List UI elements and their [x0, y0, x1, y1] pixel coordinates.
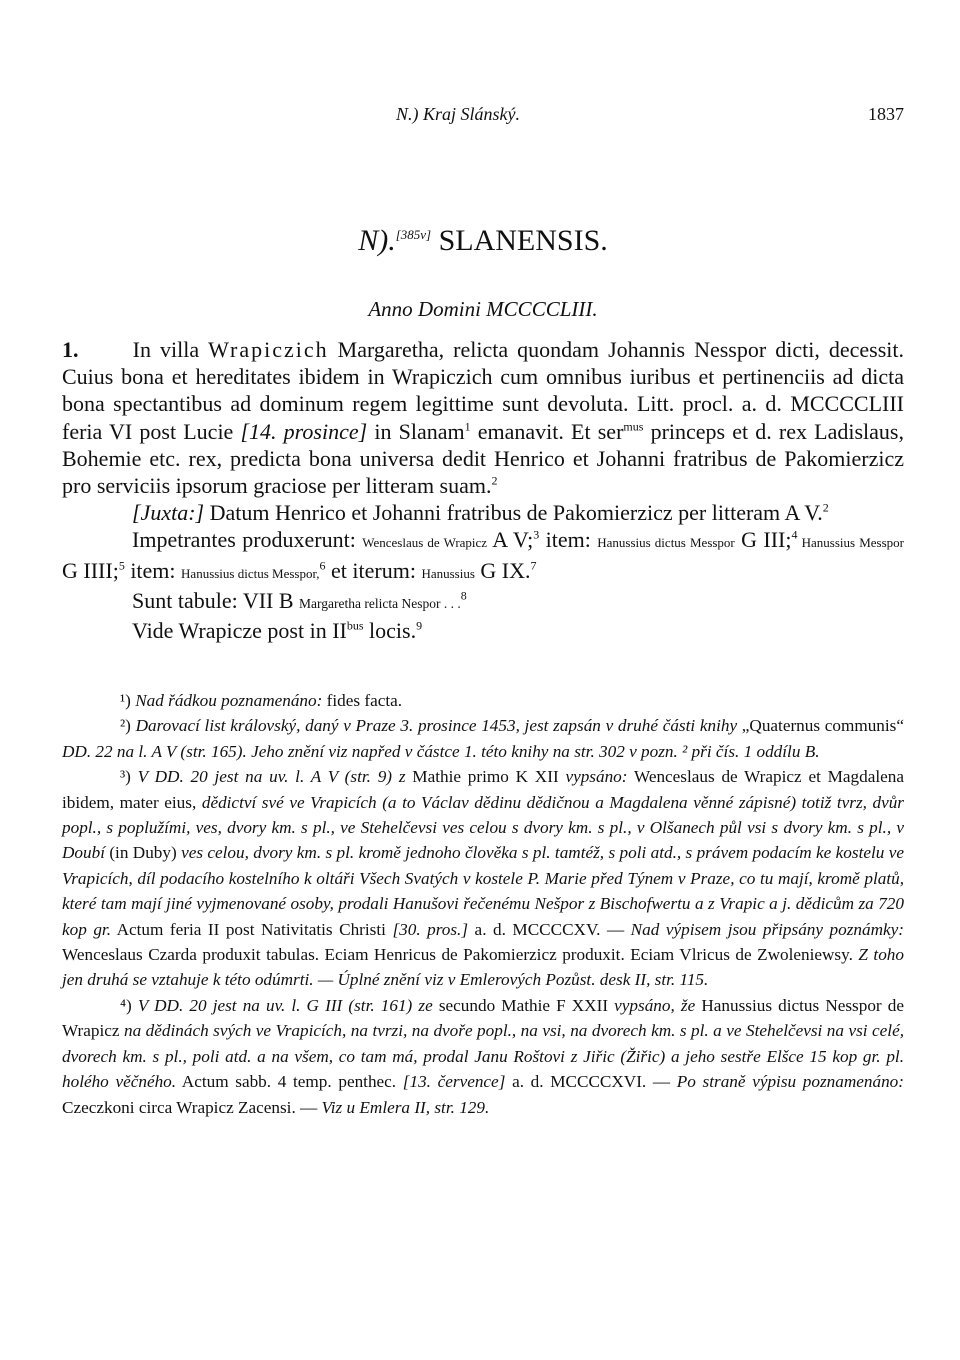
- entry-number: 1.: [62, 337, 79, 362]
- date-gloss: [14. prosince]: [240, 418, 368, 444]
- footnotes: [62, 688, 904, 1120]
- footnote-4: ⁴) V DD. 20 jest na uv. l. G III (str. 161) ze secundo Mathie F XXII vypsáno, že Hanussius dictus Nesspor de Wrapicz na dědinách svých ve Vrapicích, na tvrzi, na dvoře popl., na vsi, na dvorech km. s pl. a ve Stehelčevsi na vsi celé, dvorech km. s pl., poli atd. a na všem, co tam má, prodal Janu Roštovi z Jiřic (Žiřic) a jeho sestře Elšce 15 kop gr. pl. holého věčného. Actum sabb. 4 temp. penthec. [13. července] a. d. MCCCCXVI. — Po straně výpisu poznamenáno: Czeczkoni circa Wrapicz Zacensi. — Viz u Emlera II, str. 129.: [62, 995, 904, 1117]
- footnote-3: ³) V DD. 20 jest na uv. l. A V (str. 9) z Mathie primo K XII vypsáno: Wenceslaus de Wrapicz et Magdalena ibidem, mater eius, dědictví své ve Vrapicích (a to Václav dědinu dědičnou a Magdalena věnné zápisné) totiž tvrz, dvůr popl., s poplužími, ves, dvory km. s pl., ve Stehelčevsi ves celou s dvory km. s pl., v Olšanech půl vsi s dvory km. s pl., v Doubí (in Duby) ves celou, dvory km. s pl. kromě jednoho člověka s pl. tamtéž, s poli atd., s právem podacím ke kostelu ve Vrapicích, díl podacího kostelního k oltáři Všech Svatých v kostele P. Marie před Týnem v Praze, co tu mají, kromě platů, které tam mají jiné vyjmenované osoby, prodali Hanušovi řečenému Nešpor z Bischofwertu a z Vrapic a j. dědicům za 720 kop gr. Actum feria II post Nativitatis Christi [30. pros.] a. d. MCCCCXV. — Nad výpisem jsou připsány poznámky: Wenceslaus Czarda produxit tabulas. Eciam Henricus de Pakomierzicz produxit. Eciam Vlricus de Zwoleniewsy. Z toho jen druhá se vztahuje k této odúmrti. — Úplné znění viz v Emlerových Pozůst. desk II, str. 115.: [62, 767, 905, 990]
- section-title: [62, 224, 904, 258]
- footnote-ref: 9: [416, 618, 423, 633]
- footnote-ref: 1: [464, 419, 471, 434]
- juxta-paragraph: [Juxta:] Datum Henrico et Johanni fratribus de Pakomierzicz per litteram A V.$^2$: [132, 500, 829, 526]
- footnote-ref: 7: [530, 558, 537, 573]
- page-number: 1837: [868, 104, 904, 124]
- running-title: N.) Kraj Slánský.: [396, 104, 520, 124]
- footnote-ref: 8: [460, 588, 467, 603]
- entry-paragraph: 1. In villa Wrapiczich Margaretha, relicta quondam Johannis Nesspor dicti, decessit. Cuius bona et hereditates ibidem in Wrapiczich cum omnibus iuribus et pertinenciis ad dicta bona spectantibus ad dominum regem legittime sunt devoluta. Litt. procl. a. d. MCCCCLIII feria VI post Lucie [14. prosince] in Slanam$^1$ emanavit. Et ser$^{mus}$ princeps et d. rex Ladislaus, Bohemie etc. rex, predicta bona universa dedit Henrico et Johanni fratribus de Pakomierzicz pro serviciis ipsorum graciose per litteram suam.$^2$: [62, 337, 904, 499]
- footnote-2: ²) Darovací list královský, daný v Praze 3. prosince 1453, jest zapsán v druhé části knihy „Quaternus communis“ DD. 22 na l. A V (str. 165). Jeho znění viz napřed v částce 1. této knihy na str. 302 v pozn. ² při čís. 1 oddílu B.: [62, 716, 904, 761]
- year-line: Anno Domini MCCCCLIII.: [368, 297, 598, 321]
- footnote-ref: 2: [491, 473, 498, 488]
- village-name: Wrapiczich: [208, 337, 329, 362]
- footnote-ref: 4: [791, 528, 798, 543]
- footnote-ref: 3: [533, 528, 540, 543]
- impetrantes-paragraph: Impetrantes produxerunt: Wenceslaus de Wrapicz A V;$^3$ item: Hanussius dictus Messpor G III;$^4$ Hanussius Messpor G IIII;$^5$ item: Hanussius dictus Messpor,$^6$ et iterum: Hanussius G IX.$^7$: [62, 527, 904, 583]
- tabule-paragraph: Sunt tabule: VII B Margaretha relicta Nespor . . .$^8$: [132, 587, 467, 613]
- footnote-ref: 6: [319, 558, 326, 573]
- section-prefix: N).: [358, 224, 396, 257]
- footnote-1: ¹) Nad řádkou poznamenáno: fides facta.: [120, 691, 403, 710]
- entry-body: [62, 336, 904, 644]
- folio-mark: [385v]: [395, 227, 432, 242]
- section-name: SLANENSIS.: [438, 224, 608, 257]
- footnote-ref: 5: [118, 558, 125, 573]
- vide-paragraph: Vide Wrapicze post in $II^{bus}$ locis.$^9$: [132, 618, 423, 644]
- footnote-ref: 2: [822, 500, 829, 515]
